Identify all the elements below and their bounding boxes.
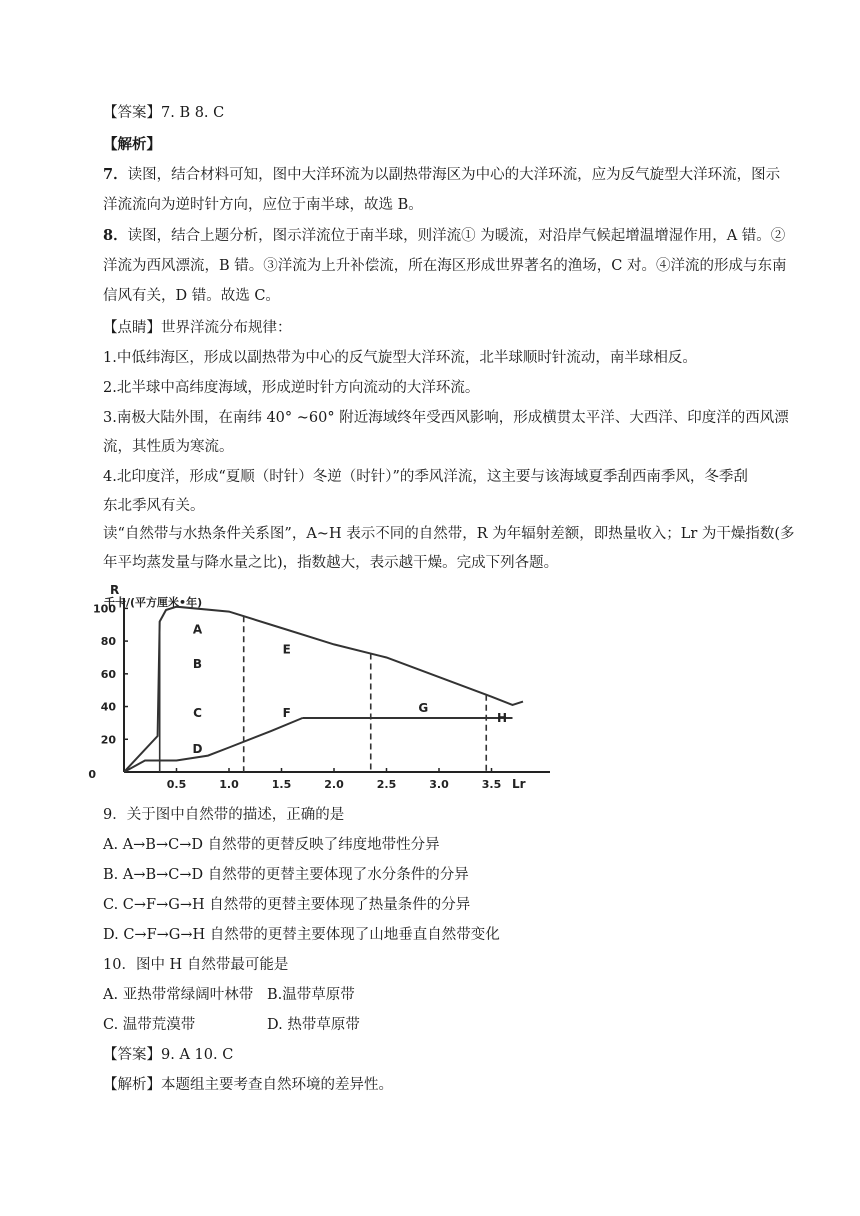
q8-text-1: 读图，结合上题分析，图示洋流位于南半球，则洋流① 为暖流，对沿岸气候起增温增湿作用，A 错。② — [127, 228, 786, 244]
tip-point-4b: 东北季风有关。 — [103, 498, 205, 514]
q7-text-1: 读图，结合材料可知，图中大洋环流为以副热带海区为中心的大洋环流，应为反气旋型大洋环流，图示 — [127, 167, 781, 183]
q10-option-a: A. 亚热带常绿阔叶林带 — [103, 987, 254, 1003]
analysis-line-2 — [103, 1075, 393, 1095]
y-tick-label: 20 — [100, 733, 116, 747]
zone-label: G — [418, 701, 429, 716]
zone-label: H — [496, 711, 508, 725]
q7-line-1 — [103, 165, 780, 185]
x-tick-label: 1.5 — [271, 778, 292, 791]
zone-climate-chart — [90, 578, 550, 794]
x-tick-label: 2.0 — [324, 778, 344, 791]
x-axis-label: Lr — [512, 777, 526, 791]
q8-line-1 — [103, 226, 785, 246]
q9-option-c: C. C→F→G→H 自然带的更替主要体现了热量条件的分异 — [103, 897, 471, 913]
q10-stem: 10．图中 H 自然带最可能是 — [103, 957, 289, 973]
zone-label: F — [282, 706, 291, 721]
answer2-label: 【答案】 — [103, 1047, 161, 1063]
intro-line-1: 读“自然带与水热条件关系图”，A~H 表示不同的自然带，R 为年辐射差额，即热量收入；Lr 为干燥指数(多 — [103, 526, 795, 542]
answer-line-1 — [103, 103, 224, 123]
y-tick-label: 40 — [100, 700, 116, 714]
x-tick-label: 3.0 — [429, 778, 449, 791]
answer-line-2 — [103, 1045, 233, 1065]
x-tick-label: 0.5 — [166, 778, 187, 791]
q10-options-row-2 — [103, 1015, 360, 1035]
zone-label: B — [192, 657, 203, 671]
x-tick-label: 1.0 — [219, 778, 239, 791]
answer2-text: 9. A 10. C — [161, 1047, 234, 1063]
chart-ticks — [88, 602, 501, 791]
upper-curve — [124, 607, 523, 772]
q8-line-3: 信风有关，D 错。故选 C。 — [103, 288, 280, 304]
q7-number: 7． — [103, 166, 128, 183]
tip-heading — [103, 318, 292, 338]
y-tick-label: 0 — [88, 768, 96, 781]
y-axis-label: R — [110, 583, 120, 597]
tip-point-3b: 流，其性质为寒流。 — [103, 439, 234, 455]
tip-point-1: 1.中低纬海区，形成以副热带为中心的反气旋型大洋环流，北半球顺时针流动，南半球相反。 — [103, 350, 697, 366]
q9-option-b: B. A→B→C→D 自然带的更替主要体现了水分条件的分异 — [103, 867, 469, 883]
lower-curve — [124, 718, 303, 772]
q9-option-d: D. C→F→G→H 自然带的更替主要体现了山地垂直自然带变化 — [103, 927, 500, 943]
q9-stem: 9．关于图中自然带的描述，正确的是 — [103, 807, 345, 823]
tip-point-3a: 3.南极大陆外围，在南纬 40° ~60° 附近海域终年受西风影响，形成横贯太平洋、大西洋、印度洋的西风漂 — [103, 410, 789, 426]
analysis2-label: 【解析】 — [103, 1077, 161, 1093]
q10-option-d: D. 热带草原带 — [267, 1017, 360, 1033]
x-tick-label: 3.5 — [481, 778, 502, 791]
q8-number: 8． — [103, 227, 128, 244]
zone-label: A — [192, 622, 203, 637]
zone-label: D — [192, 742, 203, 757]
tip-point-4a: 4.北印度洋，形成“夏顺（时针）冬逆（时针）”的季风洋流，这主要与该海域夏季刮西南季风，冬季刮 — [103, 469, 748, 485]
q9-option-a: A. A→B→C→D 自然带的更替反映了纬度地带性分异 — [103, 837, 440, 853]
y-axis-unit: 千卡/(平方厘米•年) — [104, 596, 203, 609]
q10-option-c: C. 温带荒漠带 — [103, 1017, 196, 1033]
q8-line-2: 洋流为西风漂流，B 错。③洋流为上升补偿流，所在海区形成世界著名的渔场，C 对。④洋流的形成与东南 — [103, 258, 787, 274]
q7-line-2: 洋流流向为逆时针方向，应位于南半球，故选 B。 — [103, 197, 423, 213]
x-tick-label: 2.5 — [376, 778, 397, 791]
y-tick-label: 80 — [100, 635, 116, 649]
answer-text: 7. B 8. C — [161, 105, 225, 121]
y-tick-label: 100 — [93, 602, 116, 616]
q10-option-b: B.温带草原带 — [267, 987, 355, 1003]
zone-label: C — [193, 706, 202, 721]
q10-options-row-1 — [103, 985, 355, 1005]
analysis2-text: 本题组主要考查自然环境的差异性。 — [161, 1077, 393, 1093]
intro-line-2: 年平均蒸发量与降水量之比)，指数越大，表示越干燥。完成下列各题。 — [103, 555, 559, 571]
analysis-label: 【解析】 — [103, 136, 161, 153]
tip-label: 【点睛】 — [103, 320, 161, 336]
tip-point-2: 2.北半球中高纬度海域，形成逆时针方向流动的大洋环流。 — [103, 380, 480, 396]
zone-label: E — [282, 642, 291, 657]
chart-plot — [124, 607, 523, 772]
answer-label: 【答案】 — [103, 105, 161, 121]
tip-title: 世界洋流分布规律： — [161, 320, 292, 336]
y-tick-label: 60 — [100, 667, 116, 681]
